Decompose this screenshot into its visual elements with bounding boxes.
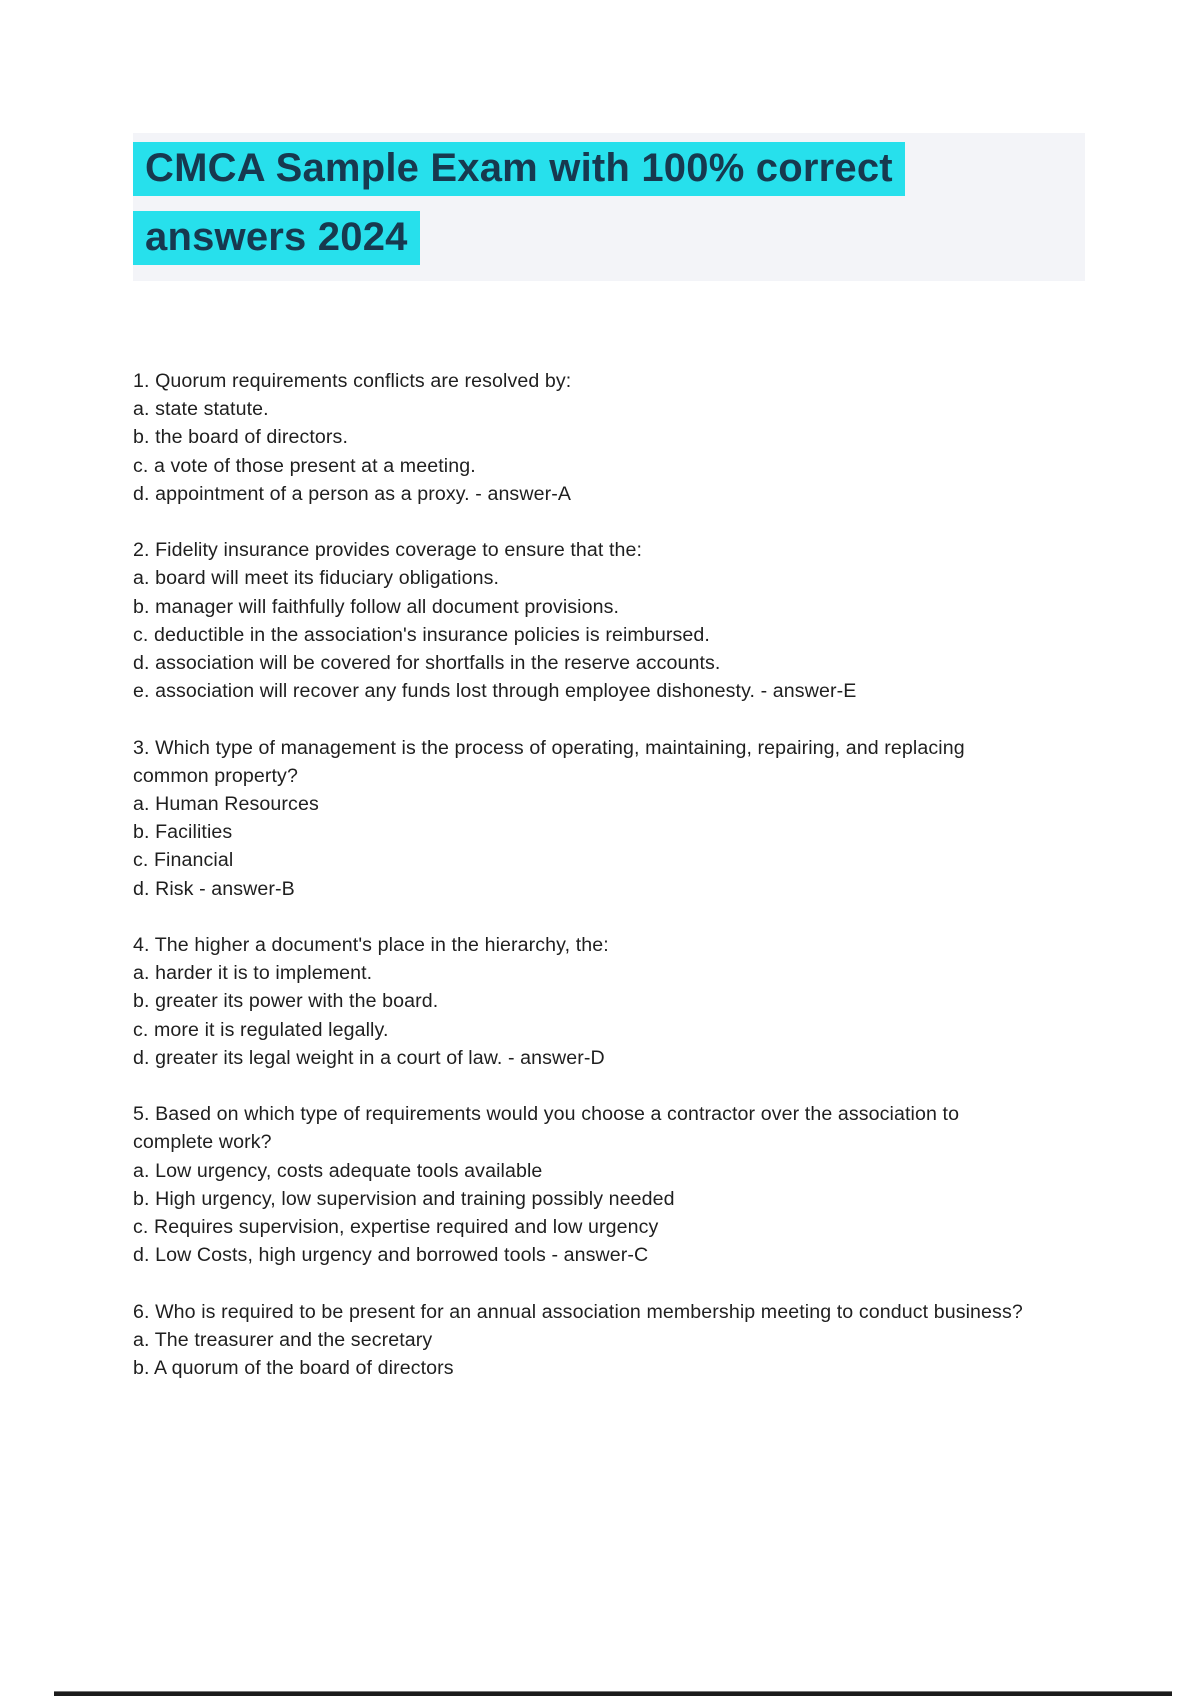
title-band bbox=[133, 133, 1085, 281]
question-text: 4. The higher a document's place in the hierarchy, the: bbox=[133, 934, 609, 957]
option-line: e. association will recover any funds lost through employee dishonesty. - answer-E bbox=[133, 680, 857, 703]
option-line: c. more it is regulated legally. bbox=[133, 1018, 389, 1041]
option-line: a. Human Resources bbox=[133, 793, 319, 816]
option-line: d. association will be covered for shortfalls in the reserve accounts. bbox=[133, 652, 721, 675]
question-text: 5. Based on which type of requirements would you choose a contractor over the association to complete work? bbox=[133, 1103, 960, 1154]
question-text: 3. Which type of management is the process of operating, maintaining, repairing, and replacing common property? bbox=[133, 736, 965, 787]
option-line: c. Financial bbox=[133, 849, 234, 872]
option-line: c. deductible in the association's insurance policies is reimbursed. bbox=[133, 623, 710, 646]
question-block bbox=[133, 734, 1033, 903]
option-line: b. A quorum of the board of directors bbox=[133, 1357, 454, 1380]
option-line: b. Facilities bbox=[133, 821, 233, 844]
option-line: c. a vote of those present at a meeting. bbox=[133, 454, 476, 477]
questions-list bbox=[133, 367, 1033, 1410]
option-line: a. board will meet its fiduciary obligations. bbox=[133, 567, 500, 590]
option-line: c. Requires supervision, expertise required and low urgency bbox=[133, 1216, 659, 1239]
option-line: b. manager will faithfully follow all document provisions. bbox=[133, 595, 620, 618]
option-line: b. the board of directors. bbox=[133, 426, 348, 449]
question-block bbox=[133, 1100, 1033, 1269]
question-block bbox=[133, 536, 1033, 705]
option-line: d. greater its legal weight in a court of law. - answer-D bbox=[133, 1046, 605, 1069]
question-block bbox=[133, 1298, 1033, 1383]
option-line: d. Low Costs, high urgency and borrowed tools - answer-C bbox=[133, 1244, 649, 1267]
option-line: a. harder it is to implement. bbox=[133, 962, 373, 985]
option-line: d. appointment of a person as a proxy. - answer-A bbox=[133, 482, 571, 505]
question-text: 1. Quorum requirements conflicts are resolved by: bbox=[133, 370, 572, 392]
option-line: a. Low urgency, costs adequate tools available bbox=[133, 1159, 543, 1182]
option-line: d. Risk - answer-B bbox=[133, 877, 295, 900]
option-line: b. High urgency, low supervision and training possibly needed bbox=[133, 1187, 675, 1210]
page-title-line2: answers 2024 bbox=[133, 211, 420, 265]
page-bottom-divider bbox=[54, 1691, 1172, 1696]
option-line: a. state statute. bbox=[133, 398, 269, 421]
question-block bbox=[133, 367, 1033, 508]
question-block bbox=[133, 931, 1033, 1072]
option-line: b. greater its power with the board. bbox=[133, 990, 439, 1013]
page-title-line1: CMCA Sample Exam with 100% correct bbox=[133, 142, 905, 196]
option-line: a. The treasurer and the secretary bbox=[133, 1328, 433, 1351]
question-text: 6. Who is required to be present for an annual association membership meeting to conduct business? bbox=[133, 1300, 1023, 1323]
question-text: 2. Fidelity insurance provides coverage to ensure that the: bbox=[133, 539, 643, 562]
